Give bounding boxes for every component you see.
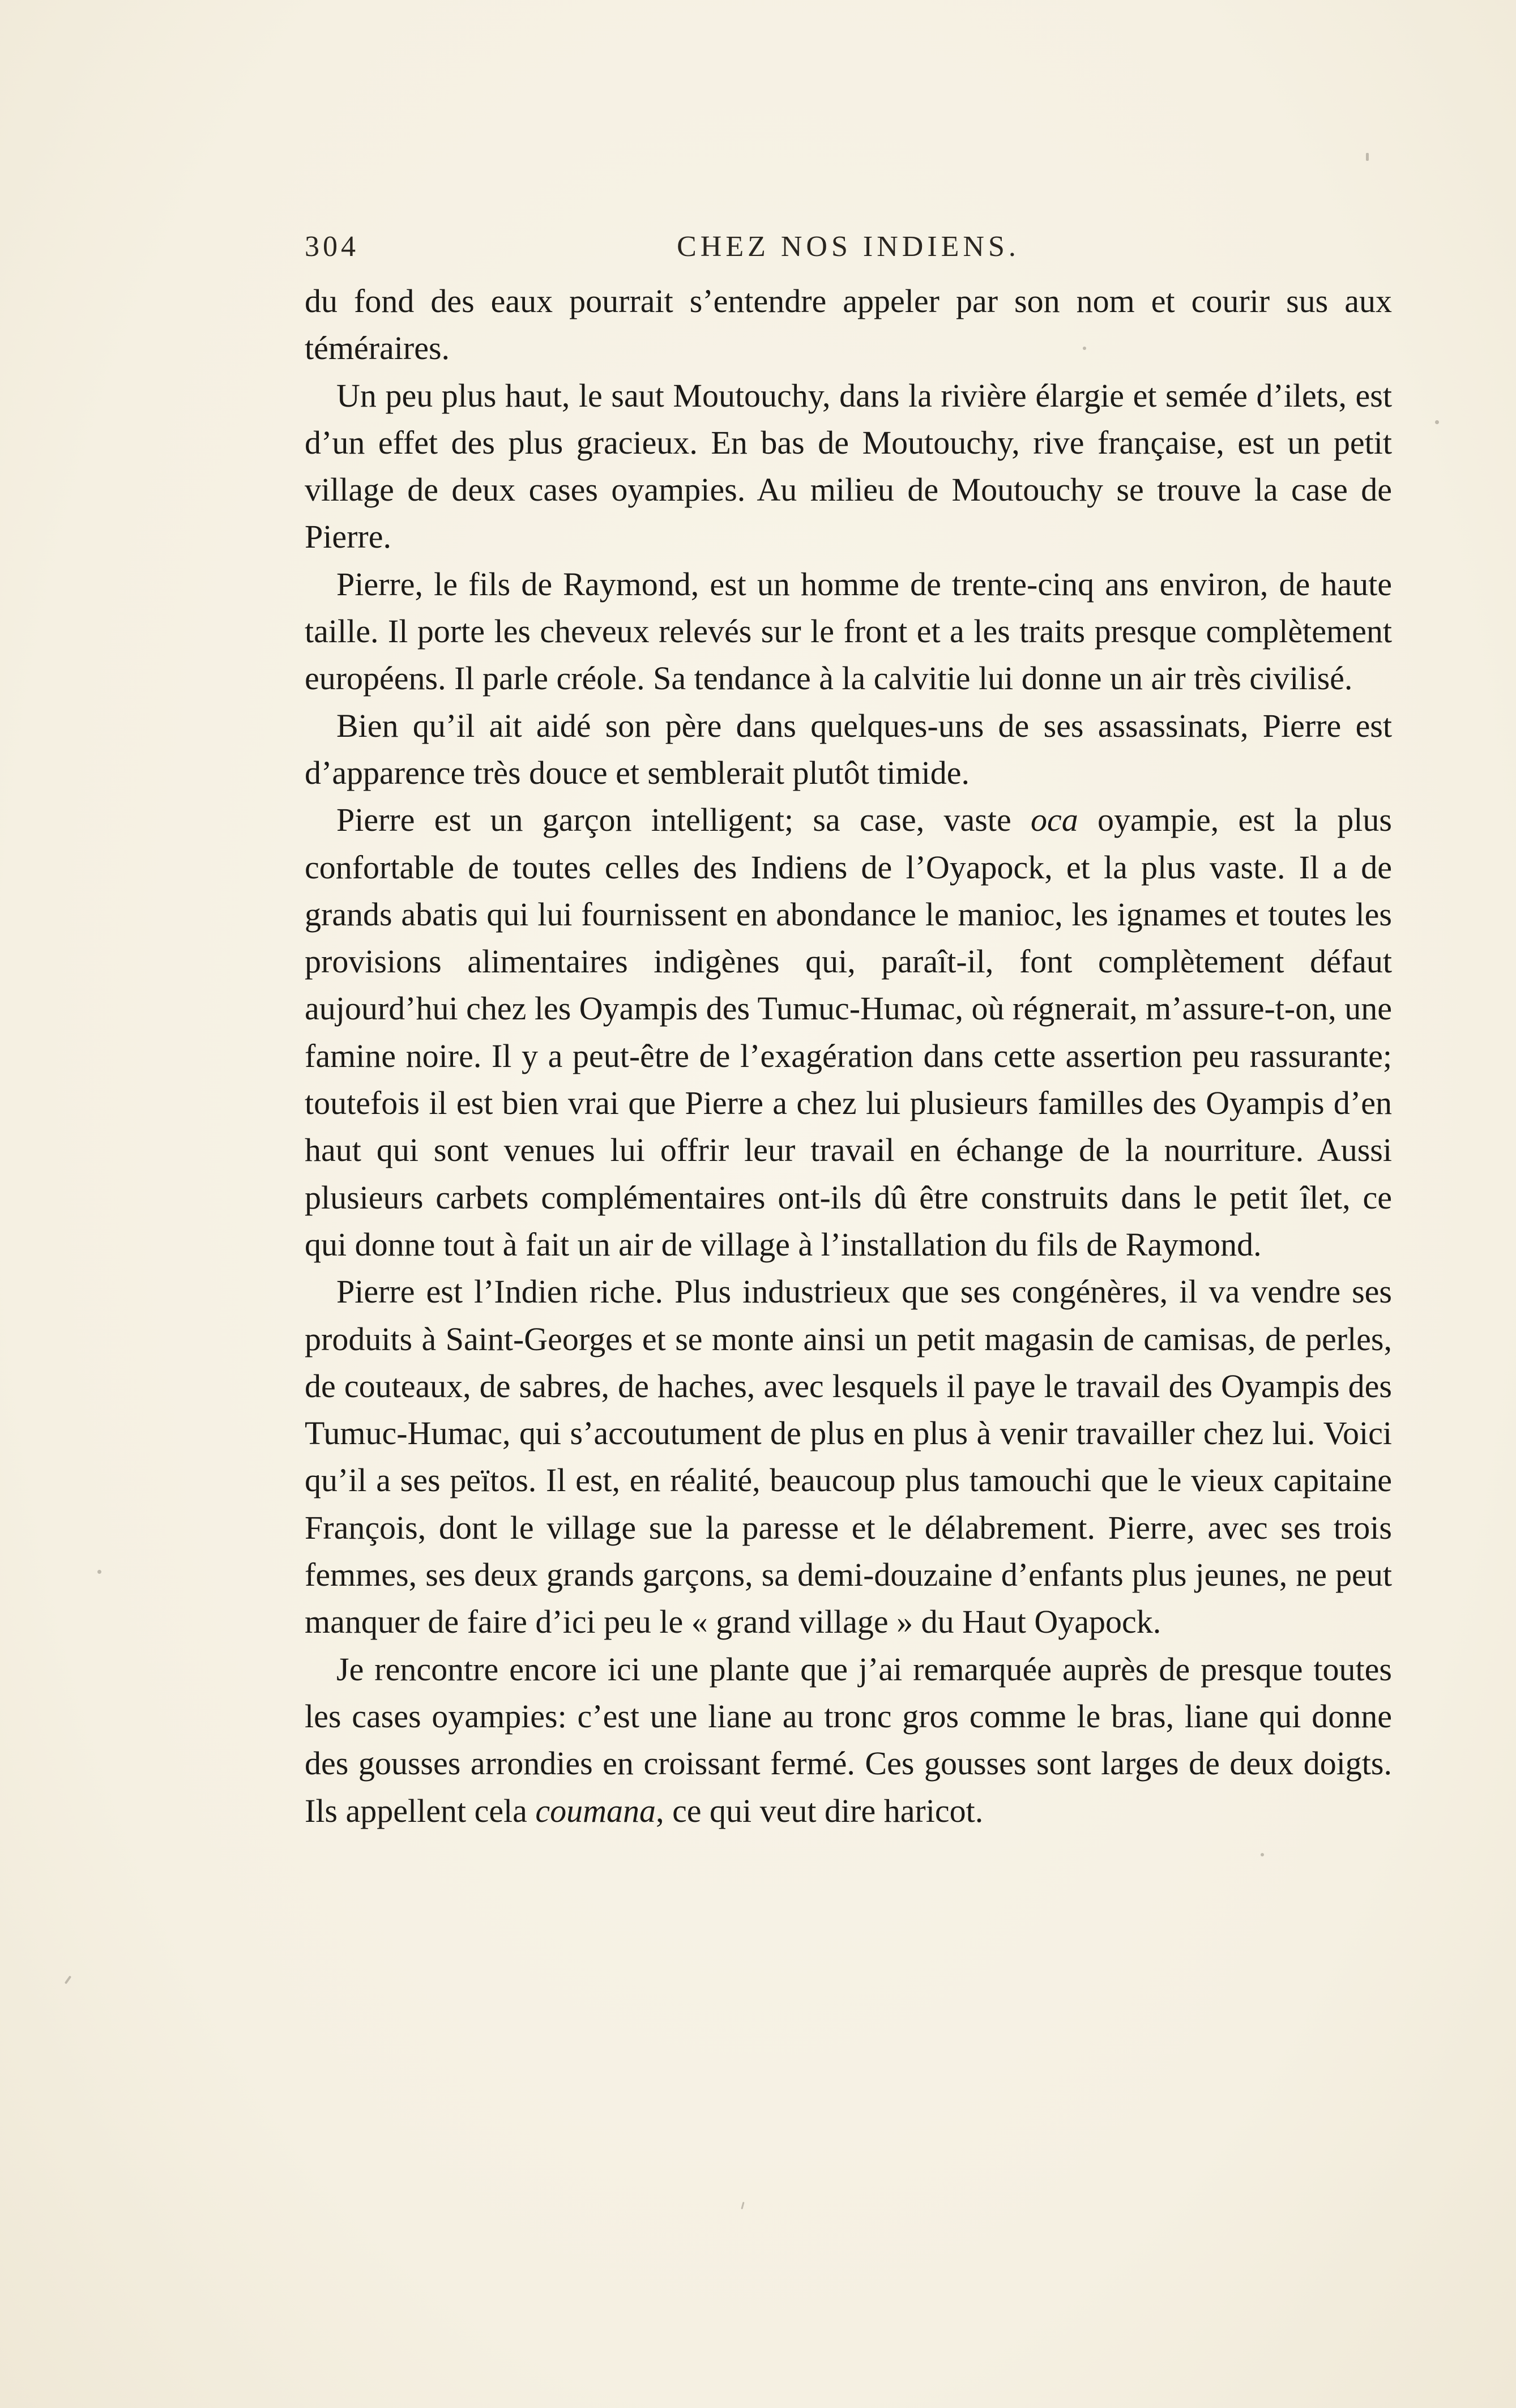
paragraph-7 [305, 1646, 1392, 1834]
paper-speck [65, 1975, 71, 1984]
paper-speck [741, 2202, 744, 2209]
italic-term-coumana: coumana [535, 1792, 656, 1829]
paragraph-5-text-after: oyampie, est la plus confortable de toutes celles des Indiens de l’Oyapock, et la plus vaste. Il a de grands abatis qui lui fournissent en abondance le manioc, les ignames et toutes les provisions alimentaires indigènes qui, paraît-il, font complètement défaut aujourd’hui chez les Oyampis des Tumuc-Humac, où régnerait, m’assure-t-on, une famine noire. Il y a peut-être de l’exagération dans cette assertion peu rassurante; toutefois il est bien vrai que Pierre a chez lui plusieurs familles des Oyampis d’en haut qui sont venues lui offrir leur travail en échange de la nourriture. Aussi plusieurs carbets complémentaires ont-ils dû être construits dans le petit îlet, ce qui donne tout à fait un air de village à l’installation du fils de Raymond. [305, 801, 1392, 1263]
page-number: 304 [305, 230, 359, 263]
paper-speck [1435, 420, 1439, 424]
paragraph-1: du fond des eaux pourrait s’entendre appeler par son nom et courir sus aux téméraires. [305, 283, 1392, 367]
paper-speck [1261, 1853, 1264, 1856]
paragraph-2: Un peu plus haut, le saut Moutouchy, dans la rivière élargie et semée d’ilets, est d’un effet des plus gracieux. En bas de Moutouchy, rive française, est un petit village de deux cases oyampies. Au milieu de Moutouchy se trouve la case de Pierre. [305, 377, 1392, 556]
body-text [305, 277, 1392, 1834]
paragraph-3: Pierre, le fils de Raymond, est un homme de trente-cinq ans environ, de haute taille. Il porte les cheveux relevés sur le front et a les traits presque complètement européens. Il parle créole. Sa tendance à la calvitie lui donne un air très civilisé. [305, 565, 1392, 697]
paragraph-4: Bien qu’il ait aidé son père dans quelques-uns de ses assassinats, Pierre est d’apparence très douce et semblerait plutôt timide. [305, 707, 1392, 791]
running-title: CHEZ NOS INDIENS. [677, 230, 1020, 263]
paper-speck [1366, 153, 1369, 161]
paper-speck [1083, 347, 1086, 350]
paragraph-5-text-before: Pierre est un garçon intelligent; sa case, vaste [336, 801, 1031, 839]
paragraph-7-text-before: Je rencontre encore ici une plante que j’ai remarquée auprès de presque toutes les cases oyampies: c’est une liane au tronc gros comme le bras, liane qui donne des gousses arrondies en croissant fermé. Ces gousses sont larges de deux doigts. Ils appellent cela [305, 1650, 1392, 1829]
paragraph-6: Pierre est l’Indien riche. Plus industrieux que ses congénères, il va vendre ses produits à Saint-Georges et se monte ainsi un petit magasin de camisas, de perles, de couteaux, de sabres, de haches, avec lesquels il paye le travail des Oyampis des Tumuc-Humac, qui s’accoutument de plus en plus à venir travailler chez lui. Voici qu’il a ses peïtos. Il est, en réalité, beaucoup plus tamouchi que le vieux capitaine François, dont le village sue la paresse et le délabrement. Pierre, avec ses trois femmes, ses deux grands garçons, sa demi-douzaine d’enfants plus jeunes, ne peut manquer de faire d’ici peu le « grand village » du Haut Oyapock. [305, 1273, 1392, 1641]
paragraph-7-text-after: , ce qui veut dire haricot. [656, 1792, 984, 1829]
paper-speck [97, 1570, 101, 1574]
paragraph-5 [305, 796, 1392, 1268]
page-header [305, 222, 1392, 273]
italic-term-oca: oca [1030, 801, 1078, 839]
